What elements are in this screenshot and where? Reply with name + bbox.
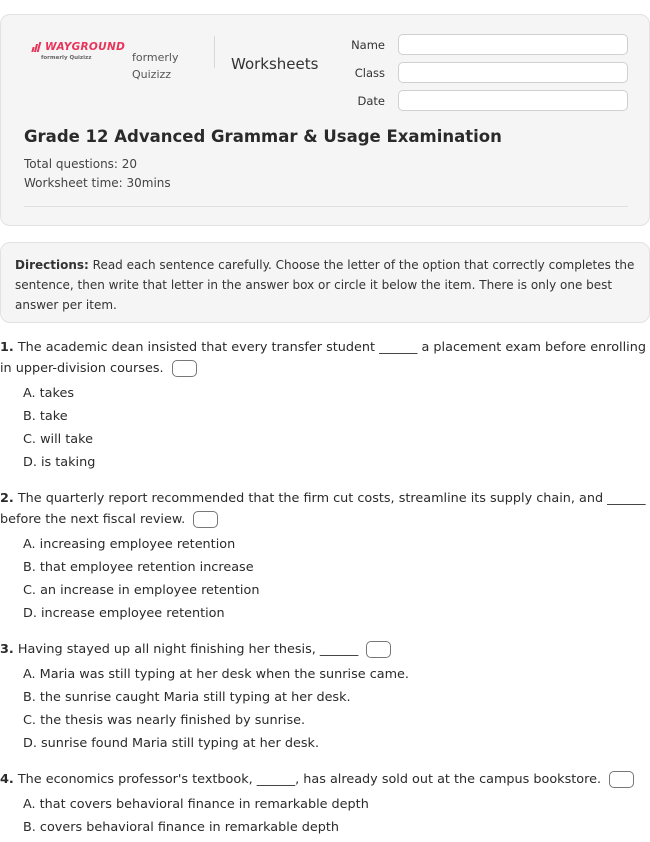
option-2a[interactable]: A. increasing employee retention	[23, 537, 236, 552]
directions-label: Directions:	[15, 258, 89, 272]
wayground-logo: WAYGROUND formerly Quizizz	[31, 41, 125, 61]
worksheet-header	[0, 14, 650, 226]
section-title: Worksheets	[231, 55, 319, 73]
option-4b[interactable]: B. covers behavioral finance in remarkable depth	[23, 820, 340, 835]
option-3d[interactable]: D. sunrise found Maria still typing at her desk.	[23, 736, 320, 751]
answer-box[interactable]	[172, 360, 197, 377]
option-1c[interactable]: C. will take	[23, 432, 93, 447]
formerly-quizizz: formerly Quizizz	[132, 51, 179, 81]
name-label: Name	[351, 38, 385, 52]
answer-box[interactable]	[193, 511, 218, 528]
class-label: Class	[354, 66, 385, 80]
option-4a[interactable]: A. that covers behavioral finance in remarkable depth	[23, 797, 369, 812]
answer-box[interactable]	[609, 771, 634, 788]
header-rule	[24, 206, 628, 207]
question-4: 4. The economics professor's textbook, ______, has already sold out at the campus bookstore.	[0, 769, 650, 790]
total-questions: Total questions: 20	[24, 157, 138, 171]
option-1d[interactable]: D. is taking	[23, 455, 96, 470]
header-divider	[214, 36, 215, 68]
directions-text: Read each sentence carefully. Choose the letter of the option that correctly completes the sentence, then write that letter in the answer box or circle it below the item. There is only one best answer per item.	[15, 258, 635, 312]
option-2c[interactable]: C. an increase in employee retention	[23, 583, 260, 598]
option-3a[interactable]: A. Maria was still typing at her desk when the sunrise came.	[23, 667, 409, 682]
page-title: Grade 12 Advanced Grammar & Usage Examination	[24, 127, 502, 146]
date-label: Date	[357, 94, 385, 108]
answer-box[interactable]	[366, 641, 391, 658]
option-3c[interactable]: C. the thesis was nearly finished by sunrise.	[23, 713, 306, 728]
question-1: 1. The academic dean insisted that every transfer student ______ a placement exam before enrolling in upper-division courses.	[0, 340, 646, 376]
option-3b[interactable]: B. the sunrise caught Maria still typing at her desk.	[23, 690, 351, 705]
question-2: 2. The quarterly report recommended that the firm cut costs, streamline its supply chain, and ______ before the next fiscal review.	[0, 491, 646, 527]
name-field[interactable]	[398, 34, 628, 55]
option-1a[interactable]: A. takes	[23, 386, 75, 401]
option-1b[interactable]: B. take	[23, 409, 68, 424]
directions-box	[0, 242, 650, 323]
logo-mark-icon	[31, 42, 43, 52]
date-field[interactable]	[398, 90, 628, 111]
worksheet-time: Worksheet time: 30mins	[24, 176, 171, 190]
option-2b[interactable]: B. that employee retention increase	[23, 560, 254, 575]
option-2d[interactable]: D. increase employee retention	[23, 606, 225, 621]
question-3: 3. Having stayed up all night finishing her thesis, ______	[0, 639, 650, 660]
class-field[interactable]	[398, 62, 628, 83]
